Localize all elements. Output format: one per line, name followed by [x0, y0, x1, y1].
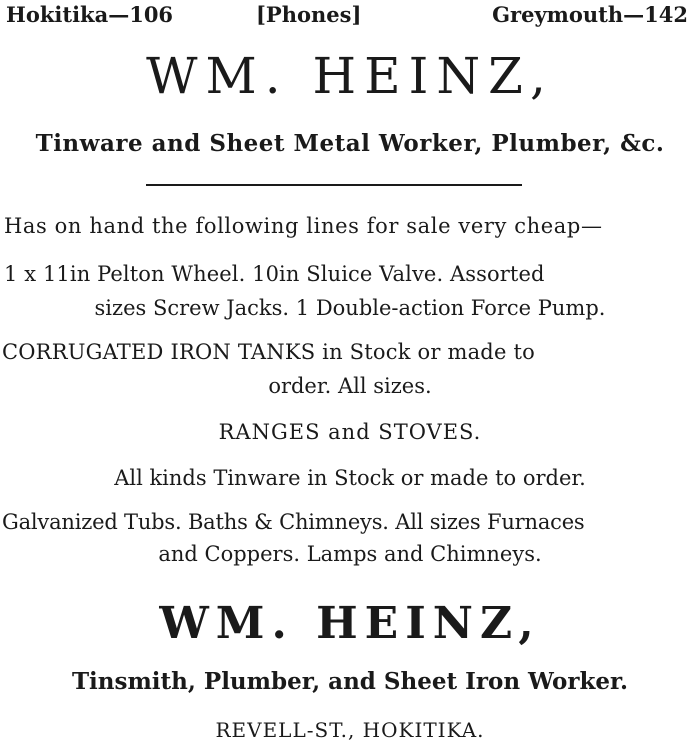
business-name-footer: WM. HEINZ, [159, 598, 541, 649]
greymouth-phone: Greymouth—142 [492, 2, 688, 27]
street-address: REVELL-ST., HOKITIKA. [215, 718, 485, 742]
phones-label: [Phones] [256, 2, 362, 27]
galvanized-line-1: Galvanized Tubs. Baths & Chimneys. All sizes Furnaces [2, 510, 585, 534]
tanks-line-2: order. All sizes. [268, 374, 432, 398]
galvanized-line-2: and Coppers. Lamps and Chimneys. [158, 542, 542, 566]
phones-line [0, 2, 700, 32]
items-line-2: sizes Screw Jacks. 1 Double-action Force Pump. [94, 296, 606, 320]
items-line-1: 1 x 11in Pelton Wheel. 10in Sluice Valve. Assorted [4, 262, 545, 286]
trade-description: Tinware and Sheet Metal Worker, Plumber, &c. [35, 130, 665, 157]
intro-text: Has on hand the following lines for sale very cheap— [4, 214, 603, 238]
ranges-line: RANGES and STOVES. [218, 420, 482, 444]
hokitika-phone: Hokitika—106 [6, 2, 174, 27]
business-name-heading: WM. HEINZ, [146, 47, 554, 105]
tanks-line-1: CORRUGATED IRON TANKS in Stock or made to [2, 340, 535, 364]
divider-rule [146, 184, 522, 186]
tinware-line: All kinds Tinware in Stock or made to order. [114, 466, 586, 490]
footer-trade-description: Tinsmith, Plumber, and Sheet Iron Worker. [71, 668, 629, 695]
